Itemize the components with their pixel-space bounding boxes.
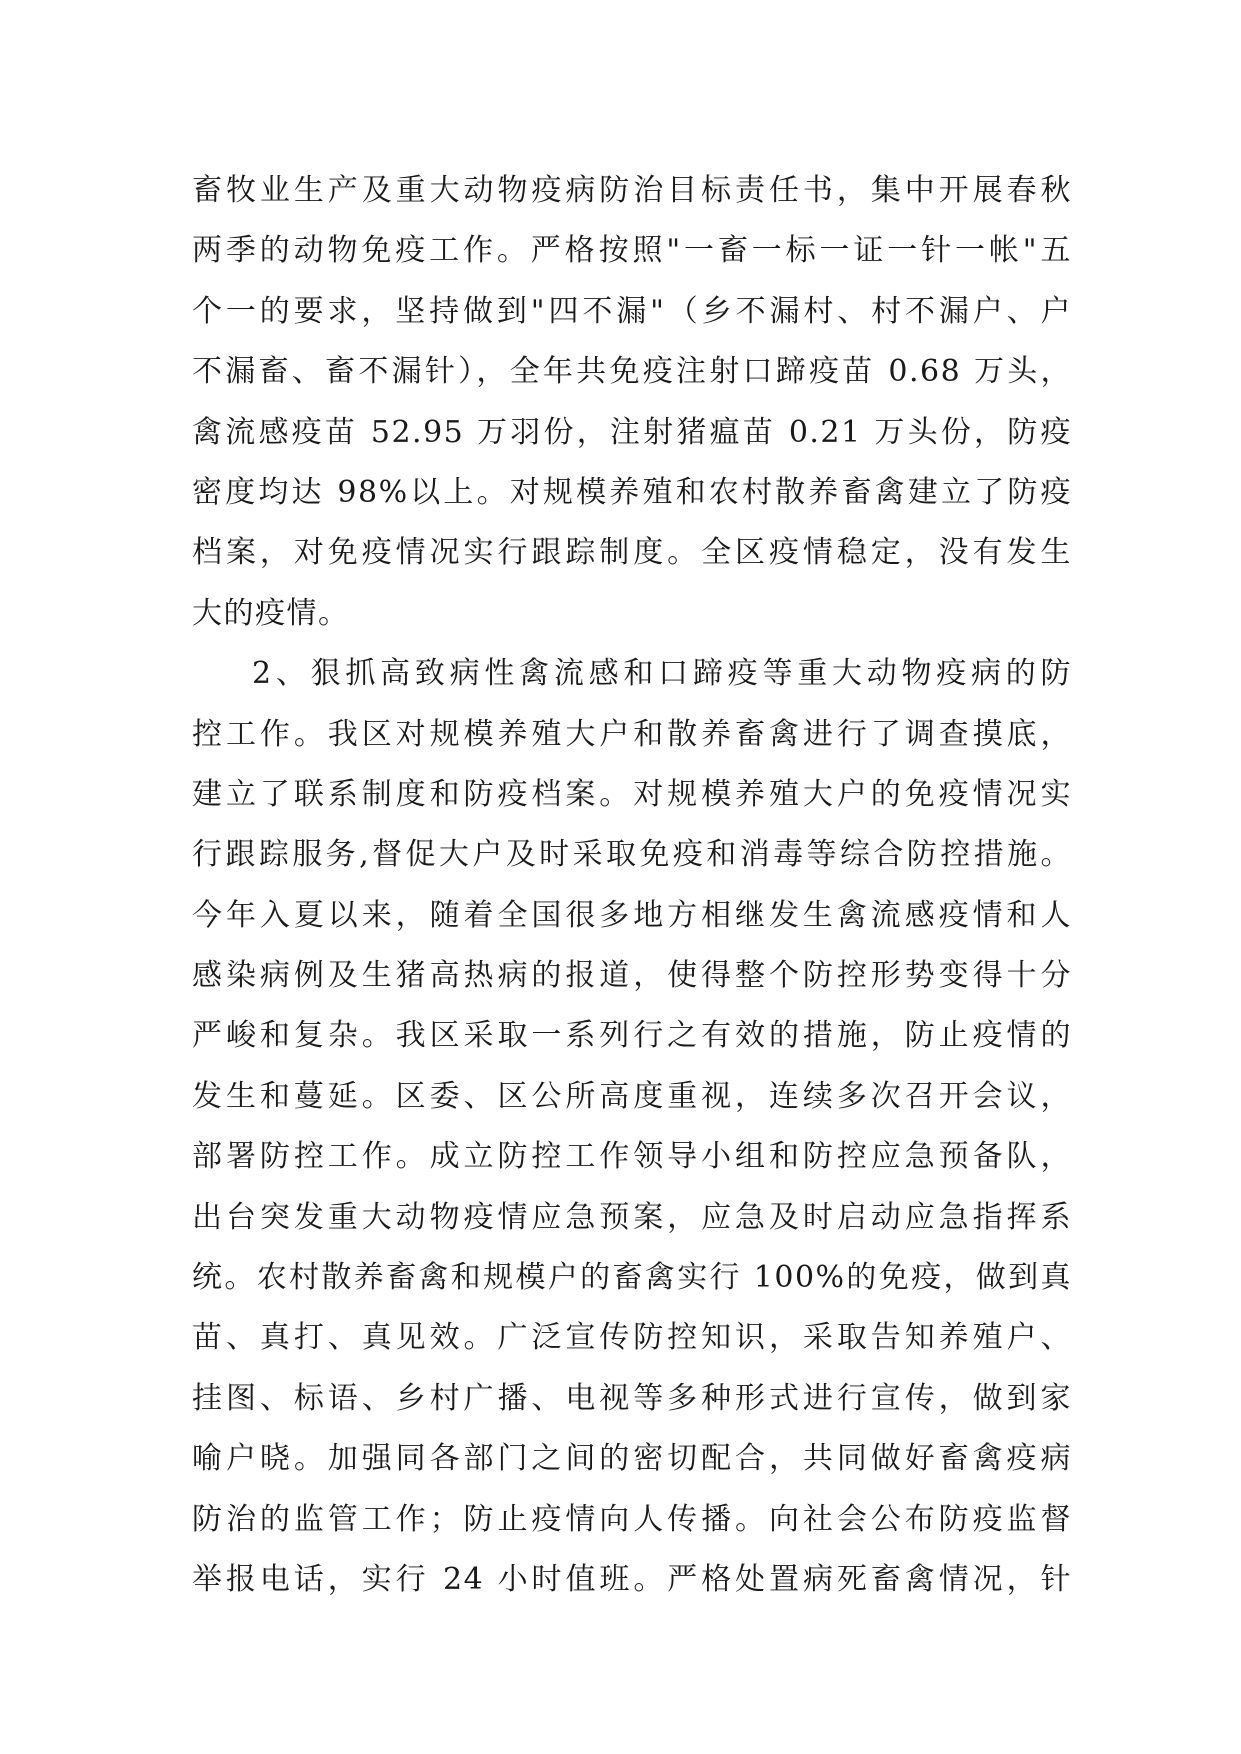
text-line: 感染病例及生猪高热病的报道，使得整个防控形势变得十分: [192, 958, 1072, 994]
text-line: 喻户晓。加强同各部门之间的密切配合，共同做好畜禽疫病: [192, 1441, 1072, 1477]
text-line: 举报电话，实行 24 小时值班。严格处置病死畜禽情况，针: [192, 1561, 1072, 1597]
text-line: 挂图、标语、乡村广播、电视等多种形式进行宣传，做到家: [192, 1380, 1072, 1416]
text-line: 禽流感疫苗 52.95 万羽份，注射猪瘟苗 0.21 万头份，防疫: [192, 414, 1072, 450]
text-line: 密度均达 98%以上。对规模养殖和农村散养畜禽建立了防疫: [192, 474, 1072, 510]
text-line: 畜牧业生产及重大动物疫病防治目标责任书，集中开展春秋: [192, 173, 1072, 208]
text-line: 出台突发重大动物疫情应急预案，应急及时启动应急指挥系: [192, 1199, 1072, 1235]
text-line: 大的疫情。: [192, 595, 350, 631]
text-line: 严峻和复杂。我区采取一系列行之有效的措施，防止疫情的: [192, 1018, 1072, 1054]
text-line: 发生和蔓延。区委、区公所高度重视，连续多次召开会议，: [192, 1078, 1072, 1114]
text-line: 控工作。我区对规模养殖大户和散养畜禽进行了调查摸底，: [192, 716, 1072, 752]
text-line: 个一的要求，坚持做到"四不漏"（乡不漏村、村不漏户、户: [192, 293, 1072, 329]
text-line: 不漏畜、畜不漏针），全年共免疫注射口蹄疫苗 0.68 万头，: [192, 354, 1072, 390]
text-line: 行跟踪服务,督促大户及时采取免疫和消毒等综合防控措施。: [192, 837, 1072, 873]
paragraph-first-line: 2、狠抓高致病性禽流感和口蹄疫等重大动物疫病的防: [252, 656, 1072, 692]
text-line: 部署防控工作。成立防控工作领导小组和防控应急预备队，: [192, 1139, 1072, 1175]
text-line: 今年入夏以来，随着全国很多地方相继发生禽流感疫情和人: [192, 897, 1072, 933]
text-line: 两季的动物免疫工作。严格按照"一畜一标一证一针一帐"五: [192, 233, 1072, 269]
text-line: 档案，对免疫情况实行跟踪制度。全区疫情稳定，没有发生: [192, 535, 1072, 571]
text-line: 建立了联系制度和防疫档案。对规模养殖大户的免疫情况实: [192, 776, 1072, 812]
text-line: 苗、真打、真见效。广泛宣传防控知识，采取告知养殖户、: [192, 1320, 1072, 1356]
text-line: 防治的监管工作；防止疫情向人传播。向社会公布防疫监督: [192, 1501, 1072, 1537]
text-line: 统。农村散养畜禽和规模户的畜禽实行 100%的免疫，做到真: [192, 1260, 1072, 1296]
document-body: [192, 161, 1072, 1610]
